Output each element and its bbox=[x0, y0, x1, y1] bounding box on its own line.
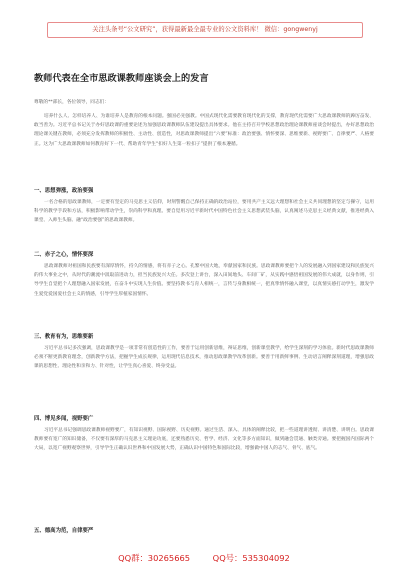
section-5-heading: 五、德高为范，自律要严 bbox=[34, 528, 94, 534]
page-title: 教师代表在全市思政课教师座谈会上的发言 bbox=[34, 73, 209, 84]
section-4-heading: 四、博见多闻，视野要广 bbox=[34, 416, 94, 422]
qq-contact bbox=[213, 552, 290, 564]
section-4-paragraph: 习近平总书记强调思政课教师视野要广，有知识视野、国际视野、历史视野。通过生活、深入、具体的阐释比较，把一些道理讲透彻、讲清楚、讲明白。思政课教师要有宽广的知识储备，不仅要有深厚的马克思主义理论功底，还要熟悉历史、哲学、经济、文化等多方面知识，做到融会贯通、触类旁通。要把握国内国际两个大局，以宽广视野观察世界，引导学生正确认识世界和中国发展大势，正确认识中国特色和国际比较，增强做中国人的志气、骨气、底气。 bbox=[34, 428, 374, 452]
qq-group-label: QQ群： bbox=[118, 553, 148, 563]
section-3-paragraph: 习近平总书记多次强调，思政课教学是一项非常有创造性的工作，要善于运用创新思维，辩证思维，创新课堂教学，给学生深刻的学习体验。新时代思政课教师必须不断更新教育理念，创新教学方法，把握学生成长规律，运用现代信息技术，推动思政课教学改革创新。要善于用新鲜事例、生动语言阐释深刻道理，增强思政课的思想性、理论性和亲和力、针对性，让学生真心喜爱、终身受益。 bbox=[34, 346, 374, 370]
section-1-heading: 一、思想弹涨，政治要强 bbox=[34, 188, 94, 194]
contact-footer bbox=[0, 552, 408, 564]
qq-number: 535304092 bbox=[242, 553, 290, 563]
qq-group bbox=[118, 552, 190, 564]
qq-group-number: 30265665 bbox=[147, 553, 191, 563]
qq-label: QQ号： bbox=[212, 553, 243, 563]
section-3-heading: 三、教育有为，思维要新 bbox=[34, 334, 94, 340]
intro-paragraph: 培养什么人、怎样培养人、为谁培养人是教育的根本问题。强国必先强教。中国式现代化需要教育现代化的支撑，教育现代化需要广大思政课教师的踔厉奋发、敢当善为。习近平总书记关于办好思政课的重要论述为加强思政课教师队伍建设提出具体要求。他在主持召开学校思想政治理论课教师座谈会时提出，办好思想政治理论课关键在教师，必须充分发挥教师的积极性、主动性、创造性，对思政课教师提出“六要”标准：政治要强、情怀要深、思维要新、视野要广、自律要严、人格要正。这为广大思政课教师如何教育好下一代、帮助青年学生“扣好人生第一粒扣子”提供了根本遵循。 bbox=[34, 114, 374, 147]
section-2-heading: 二、赤子之心，情怀要深 bbox=[34, 252, 94, 258]
section-1-paragraph: 一名合格的思政课教师，一定要有坚定的马克思主义信仰，时刻警醒自己保持正确的政治站位，要用共产主义远大理想和社会主义共同理想的坚定与操守，运用科学的教学手段和方法，积极影响带动学生，崇尚科学和真理。要自觉用习近平新时代中国特色社会主义思想武装头脑，认真阐述马克思主义经典文献，推进经典入课堂、入师生头脑、融“政治要强”的思政课教师。 bbox=[34, 200, 374, 224]
section-2-paragraph: 思政课教师对祖国和民族要有深厚情怀，持久的情感，将有赤子之心。孔繁中国大地，奉献国家和民族。思政课教师要把个人的发展融入到国家建设和民族复兴的伟大事业之中，从时代的潮流中汲取前进动力，担当民族复兴大任。多次登上讲台，深入田间地头、车间厂矿，从实践中感悟祖国发展的伟大成就，以身作则，引导学生自觉把个人理想融入国家发展，在奋斗中实现人生价值。要坚持教书与育人相统一，言传与身教相统一，把真挚情怀融入课堂，以真情实感打动学生，激发学生爱党爱国爱社会主义的情感，引导学生厚植家国情怀。 bbox=[34, 264, 374, 297]
salutation: 尊敬的**部长，各位领导，同志们： bbox=[34, 100, 110, 105]
promo-banner: 关注头条号“公文研究”，获得最新最全最专业的公文资料库！ 微信：gongwenyj bbox=[47, 22, 363, 38]
